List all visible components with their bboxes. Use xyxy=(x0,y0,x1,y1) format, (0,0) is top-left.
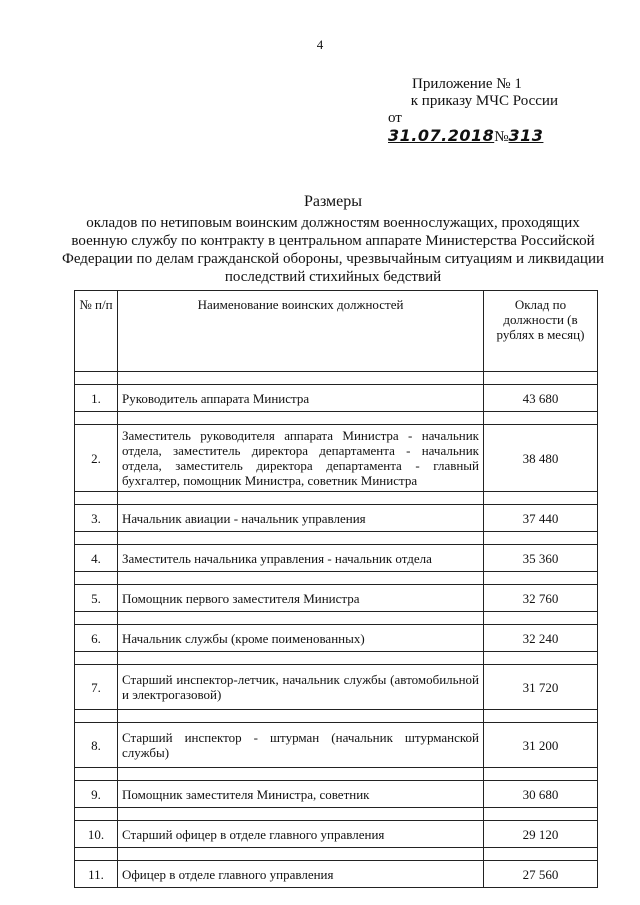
spacer-cell xyxy=(484,768,598,781)
spacer-cell xyxy=(75,492,118,505)
position-name: Старший офицер в отделе главного управления xyxy=(118,821,484,848)
spacer-cell xyxy=(484,372,598,385)
row-spacer xyxy=(75,710,598,723)
position-name: Помощник заместителя Министра, советник xyxy=(118,781,484,808)
table-row xyxy=(75,505,598,532)
table-row xyxy=(75,861,598,888)
row-spacer xyxy=(75,412,598,425)
row-spacer xyxy=(75,808,598,821)
position-name: Помощник первого заместителя Министра xyxy=(118,585,484,612)
spacer-cell xyxy=(484,808,598,821)
spacer-cell xyxy=(75,572,118,585)
salary-value: 32 240 xyxy=(484,625,598,652)
salary-value: 30 680 xyxy=(484,781,598,808)
header-name: Наименование воинских должностей xyxy=(118,291,484,372)
position-name: Старший инспектор - штурман (начальник штурманской службы) xyxy=(118,723,484,768)
spacer-cell xyxy=(118,768,484,781)
page-number: 4 xyxy=(316,37,324,52)
appendix-order-ref: к приказу МЧС России xyxy=(410,93,558,109)
row-number: 7. xyxy=(75,665,118,710)
row-number: 9. xyxy=(75,781,118,808)
position-name: Офицер в отделе главного управления xyxy=(118,861,484,888)
spacer-cell xyxy=(484,710,598,723)
table-row xyxy=(75,625,598,652)
salary-value: 27 560 xyxy=(484,861,598,888)
salary-table xyxy=(74,290,598,888)
position-name: Начальник службы (кроме поименованных) xyxy=(118,625,484,652)
spacer-cell xyxy=(484,572,598,585)
spacer-cell xyxy=(75,372,118,385)
table-row xyxy=(75,385,598,412)
row-spacer xyxy=(75,532,598,545)
spacer-cell xyxy=(118,532,484,545)
spacer-cell xyxy=(75,652,118,665)
row-number: 2. xyxy=(75,425,118,492)
salary-value: 31 720 xyxy=(484,665,598,710)
spacer-cell xyxy=(75,710,118,723)
spacer-cell xyxy=(75,612,118,625)
table-body xyxy=(75,372,598,888)
salary-value: 37 440 xyxy=(484,505,598,532)
position-name: Старший инспектор-летчик, начальник службы (автомобильной и электрогазовой) xyxy=(118,665,484,710)
spacer-cell xyxy=(75,768,118,781)
handwritten-date: 31.07.2018 xyxy=(388,126,495,145)
spacer-cell xyxy=(118,848,484,861)
spacer-cell xyxy=(75,412,118,425)
row-number: 8. xyxy=(75,723,118,768)
spacer-cell xyxy=(484,848,598,861)
title-heading: Размеры xyxy=(303,193,363,210)
header-num: № п/п xyxy=(75,291,118,372)
position-name: Начальник авиации - начальник управления xyxy=(118,505,484,532)
header-salary: Оклад по должности (в рублях в месяц) xyxy=(484,291,598,372)
row-number: 10. xyxy=(75,821,118,848)
table-header-row xyxy=(75,291,598,372)
handwritten-number: 313 xyxy=(508,126,544,145)
table-row xyxy=(75,781,598,808)
table-row xyxy=(75,821,598,848)
row-spacer xyxy=(75,848,598,861)
spacer-cell xyxy=(118,808,484,821)
spacer-cell xyxy=(484,412,598,425)
table-row xyxy=(75,723,598,768)
table-row xyxy=(75,425,598,492)
spacer-cell xyxy=(484,492,598,505)
salary-value: 29 120 xyxy=(484,821,598,848)
appendix-title: Приложение № 1 xyxy=(412,76,522,92)
table-row xyxy=(75,585,598,612)
row-spacer xyxy=(75,768,598,781)
spacer-cell xyxy=(484,532,598,545)
row-number: 6. xyxy=(75,625,118,652)
spacer-cell xyxy=(118,652,484,665)
salary-value: 32 760 xyxy=(484,585,598,612)
table-row xyxy=(75,665,598,710)
appendix-date-line xyxy=(388,110,558,146)
spacer-cell xyxy=(75,808,118,821)
spacer-cell xyxy=(484,652,598,665)
row-number: 4. xyxy=(75,545,118,572)
table-row xyxy=(75,545,598,572)
document-title xyxy=(60,193,606,286)
row-number: 5. xyxy=(75,585,118,612)
spacer-cell xyxy=(75,848,118,861)
salary-value: 43 680 xyxy=(484,385,598,412)
spacer-cell xyxy=(118,572,484,585)
appendix-block xyxy=(388,76,558,146)
position-name: Руководитель аппарата Министра xyxy=(118,385,484,412)
number-prefix: № xyxy=(494,129,509,145)
row-spacer xyxy=(75,612,598,625)
salary-value: 35 360 xyxy=(484,545,598,572)
spacer-cell xyxy=(118,710,484,723)
row-spacer xyxy=(75,572,598,585)
salary-value: 31 200 xyxy=(484,723,598,768)
spacer-cell xyxy=(118,412,484,425)
salary-value: 38 480 xyxy=(484,425,598,492)
row-number: 3. xyxy=(75,505,118,532)
spacer-cell xyxy=(118,612,484,625)
spacer-cell xyxy=(118,492,484,505)
row-number: 11. xyxy=(75,861,118,888)
row-spacer xyxy=(75,492,598,505)
position-name: Заместитель начальника управления - начальник отдела xyxy=(118,545,484,572)
position-name: Заместитель руководителя аппарата Министра - начальник отдела, заместитель директора департамента - начальник отдела, заместитель директора департамента - главный бухгалтер, помощник Министра, советник Министра xyxy=(118,425,484,492)
title-body: окладов по нетиповым воинским должностям военнослужащих, проходящих военную службу по контракту в центральном аппарате Министерства Российской Федерации по делам гражданской обороны, чрезвычайным ситуациям и ликвидации последствий стихийных бедствий xyxy=(61,215,605,285)
spacer-cell xyxy=(118,372,484,385)
spacer-cell xyxy=(484,612,598,625)
row-number: 1. xyxy=(75,385,118,412)
spacer-cell xyxy=(75,532,118,545)
row-spacer xyxy=(75,652,598,665)
date-prefix: от xyxy=(388,110,402,126)
row-spacer xyxy=(75,372,598,385)
